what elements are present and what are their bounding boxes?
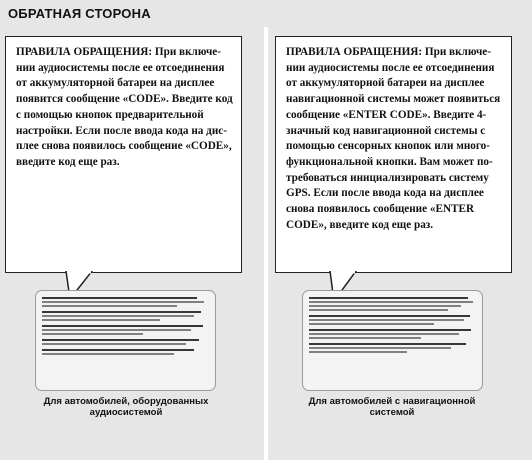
left-label-text-lines [42, 297, 211, 357]
left-caption: Для автомобилей, оборудованных аудиосистемой [43, 396, 209, 418]
page-header [0, 0, 532, 27]
page-title: ОБРАТНАЯ СТОРОНА [8, 6, 151, 21]
right-label-text-lines [309, 297, 478, 355]
right-callout-text: ПРАВИЛА ОБРАЩЕНИЯ: При включе-нии аудиосистемы после ее отсоединения от аккумуляторной батареи на дисплее навигационной системы может появиться сообщение «ENTER CODE». Введите 4-значный код навигационной системы с помощью сенсорных кнопок или много-функциональной кнопки. Вам может по-требоваться инициализировать систему GPS. Если после ввода кода на дисплее снова появилось сообщение «ENTER CODE», введите код еще раз. [286, 46, 501, 231]
left-label-card [35, 290, 216, 391]
right-label-card [302, 290, 483, 391]
left-callout-text: ПРАВИЛА ОБРАЩЕНИЯ: При включе-нии аудиосистемы после ее отсоединения от аккумуляторной батареи на дисплее появится сообщение «CODE». Введите код с помощью кнопок предварительной настройки. Если после ввода кода на дис-плее снова появилось сообщение «CODE», введите код еще раз. [16, 46, 233, 168]
left-callout-box [5, 36, 242, 273]
right-callout-box [275, 36, 512, 273]
right-caption: Для автомобилей с навигационной системой [308, 396, 476, 418]
